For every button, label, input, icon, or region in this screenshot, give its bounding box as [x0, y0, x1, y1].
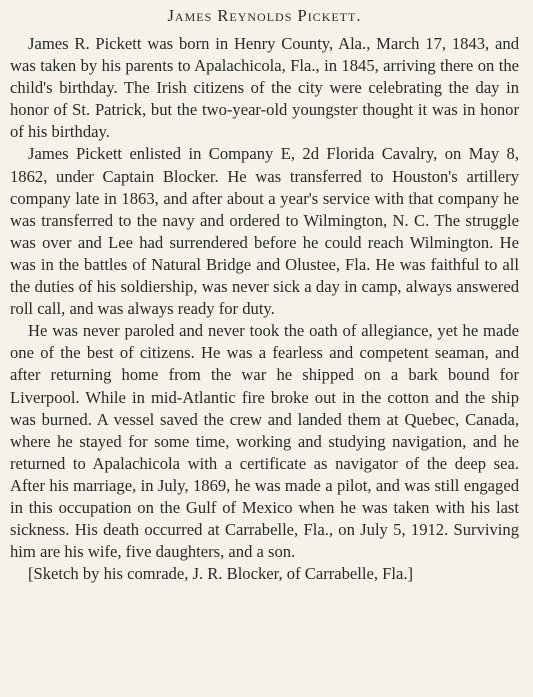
paragraph-service: James Pickett enlisted in Company E, 2d Florida Cavalry, on May 8, 1862, under Captain Blocker. He was transferred to Houston's artillery company late in 1863, and after about a year's service with that company he was transferred to the navy and ordered to Wilmington, N. C. The struggle was over and Lee had surrendered before he could reach Wilmington. He was in the battles of Natural Bridge and Olustee, Fla. He was faithful to all the duties of his soldiership, was never sick a day in camp, always answered roll call, and was always ready for duty.	[10, 144, 519, 319]
sketch-credit: [Sketch by his comrade, J. R. Blocker, of Carrabelle, Fla.]	[28, 564, 414, 584]
paragraph-later-life: He was never paroled and never took the oath of allegiance, yet he made one of the best of citizens. He was a fearless and competent seaman, and after returning home from the war he shipped on a bark bound for Liverpool. While in mid-Atlantic fire broke out in the cotton and the ship was burned. A vessel saved the crew and landed them at Quebec, Canada, where he stayed for some time, working and studying navigation, and he returned to Apalachicola with a certificate as navigator of the deep sea. After his marriage, in July, 1869, he was made a pilot, and was still engaged in this occupation on the Gulf of Mexico when he was taken with his last sickness. His death occurred at Carrabelle, Fla., on July 5, 1912. Surviving him are his wife, five daughters, and a son.	[10, 321, 519, 562]
page-title: James Reynolds Pickett.	[167, 6, 362, 25]
paragraph-birth: James R. Pickett was born in Henry County, Ala., March 17, 1843, and was taken by his parents to Apalachicola, Fla., in 1845, arriving there on the child's birthday. The Irish citizens of the city were celebrating the day in honor of St. Patrick, but the two-year-old youngster thought it was in honor of his birthday.	[10, 34, 519, 142]
